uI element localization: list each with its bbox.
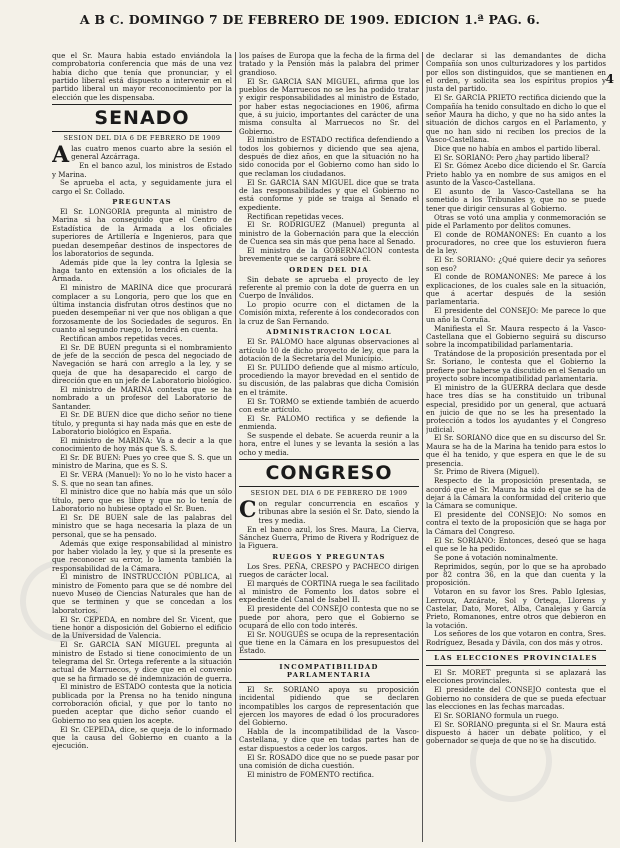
paragraph: El Sr. SORIANO dice que en su discurso del Sr. Maura se ha de la Marina ha tenido para estos lo que él ha tenido, y que espera en que le de su presencia. xyxy=(426,433,606,468)
paragraph: El Sr. SORIANO: ¿Qué quiere decir ya señores son eso? xyxy=(426,255,606,273)
paragraph: Se aprueba el acta, y seguidamente jura el cargo el Sr. Collado. xyxy=(52,178,232,196)
paragraph: Habla de la incompatibilidad de la Vasco-Castellana, y dice que en todas partes han de estar dispuestos a ceder los cargos. xyxy=(239,727,419,753)
paragraph: El Sr. TORMO se extiende también de acuerdo con este artículo. xyxy=(239,396,419,414)
paragraph: Tratándose de la proposición presentada por el Sr. Soriano, le contesta que el Gobierno la prefiere por haberse ya discutido en el Senado un proyecto sobre incompatibilidad parlamentaria. xyxy=(426,349,606,384)
paragraph: El Sr. DE BUEN: Pues yo cree que S. S. que un ministro de Marina, que es S. S. xyxy=(52,453,232,471)
paragraph: El Sr. GARCIA PRIETO rectifica diciendo que la Compañía ha tenido consultado en dicho lo que el señor Maura ha dicho, y que no ha sido antes la situación de dichos cargos en el Parlamento, y que no han sido ni reciben los precios de la Vasco-Castellana. xyxy=(426,93,606,144)
paragraph: El ministro de INSTRUCCIÓN PÚBLICA, al ministro de Fomento para que se dé nombre del nuevo Museo de Ciencias Naturales que han de que se terminen y que se concedan a los laboratorios. xyxy=(52,572,232,615)
intro-paragraph: que el Sr. Maura habia estado enviándola la comprobatoria conferencia que más de una vez habia dicho que tenía que pronunciar, y el partido liberal está dispuesto a intervenir en el partido liberal un mayor reconocimiento por la elección que les dispensaba. xyxy=(52,52,232,102)
paragraph: Votaron en su favor los Sres. Pablo Iglesias, Lerroux, Azcárate, Sol y Ortega, Llorens y Castelar, Dato, Moret, Alba, Canalejas y García Prieto, Romanones, entre otros que debieron en la votación. xyxy=(426,587,606,630)
paragraph: El presidente del CONSEJO: Me parece lo que un año la Coruña. xyxy=(426,306,606,324)
senado-heading-box xyxy=(52,104,232,132)
paragraph: El Sr. CEPEDA, en nombre del Sr. Vicent, que tiene honor a disposición del Gobierno el edificio de la Universidad de Valencia. xyxy=(52,614,232,641)
congreso-title: CONGRESO xyxy=(265,461,393,484)
paragraph: El Sr. GARCIA SAN MIGUEL, afirma que los pueblos de Marruecos no se les ha podido tratar y exigir responsabilidades al ministro de Estado, por haber estas negociaciones en 1906, afirma que, á su juicio, importantes del carácter de una misma consulta al Marruecos no Sr. del Gobierno. xyxy=(239,76,419,136)
paragraph: El asunto de la Vasco-Castellana se ha sometido a los Tribunales y, que no se puede tener que dirigir censuras al Gobierno. xyxy=(426,187,606,213)
paragraph: El ministro de la GOBERNACION contesta brevemente que se cargará sobre él. xyxy=(239,245,419,264)
paragraph: En el banco azul, los Sres. Maura, La Cierva, Sánchez Guerra, Primo de Rivera y Rodríguez de la Figuera. xyxy=(239,524,419,551)
paragraph: El ministro de FOMENTO rectifica. xyxy=(247,769,374,779)
paragraph: El Sr. Gómez Acebo dice diciendo el Sr. García Prieto hablo ya en nombre de sus amigos en el asunto de la Vasco-Castellana. xyxy=(426,161,606,188)
divider xyxy=(239,682,419,683)
paragraph: Rectifican repetidas veces. xyxy=(247,211,344,221)
divider xyxy=(239,659,419,660)
paragraph: Dice que no había en ambos el partido liberal. xyxy=(434,143,601,153)
paragraph: El Sr. MORET pregunta si se aplazará las elecciones provinciales. xyxy=(426,668,606,686)
paragraph: En el banco azul, los ministros de Estado y Marina. xyxy=(52,161,232,179)
section-title: PREGUNTAS xyxy=(112,198,172,207)
paragraph: Sin debate se aprueba el proyecto de ley referente al premio con la dote de guerra en un Cuerpo de Inválidos. xyxy=(239,274,419,301)
paragraph: El presidente del CONSEJO contesta que el Gobierno no considera de que se pueda efectuar las elecciones en las fechas marcadas. xyxy=(426,685,606,711)
paragraph: El ministro de MARINA contesta que se ha nombrado a un profesor del Laboratorio de Santander. xyxy=(52,384,232,411)
paragraph: los países de Europa que la fecha de la firma del tratado y la Pensión más la palabra del primer grandioso. xyxy=(239,52,419,77)
page-header: A B C. DOMINGO 7 DE FEBRERO DE 1909. EDICION 1.ª PAG. 6. xyxy=(79,12,541,27)
paragraph: El Sr. DE BUEN dice que dicho señor no tiene título, y pregunta si hay nada más que en este de Laboratorio biológico en España. xyxy=(52,410,232,437)
section-title: RUEGOS Y PREGUNTAS xyxy=(272,552,386,561)
paragraph: El Sr. SORIANO: Pero ¿hay partido liberal? xyxy=(434,152,590,162)
paragraph: El ministro de ESTADO rectifica defendiendo a todos los gobiernos y diciendo que sea ajena, después de diez años, en que la situación no ha sido conocida por el Gobierno como han sido lo que reclaman los ciudadanos. xyxy=(239,135,419,178)
paragraph: Además pide que la ley contra la Iglesia se haga tanto en extensión a los oficiales de la Armada. xyxy=(52,257,232,284)
senado-title: SENADO xyxy=(94,107,190,130)
paragraph: El presidente del CONSEJO contesta que no se puede por ahora, pero que el Gobierno se ocupará de ello con todo interés. xyxy=(239,604,419,630)
paragraph: de declarar si las demandantes de dicha Compañía son unos culturizadores y los partidos por ellos son distinguidos, que se mantienen en el orden, y solicita sea los espíritus propios y justa del partido. xyxy=(426,52,606,94)
paragraph: El Sr. PULIDO defiende que al mismo artículo, procediendo la mayor brevedad en el sentido de su discusión, de las palabras que dicha Comisión en el trámite. xyxy=(239,362,419,397)
paragraph: El Sr. SORIANO apoya su proposición incidental pidiendo que se declaren incompatibles los cargos de representación que ejercen los mayores de edad ó los procuradores del Gobierno. xyxy=(239,684,419,728)
paragraph: Reprimidos, según, por lo que se ha aprobado por 82 contra 36, en la que dan cuenta y la proposición. xyxy=(426,561,606,588)
paragraph: El Sr. GARCIA SAN MIGUEL pregunta al ministro de Estado si tiene conocimiento de un telegrama del Sr. Ortega referente a la situación actual de Marruecos, y dice que en el convenio que se ha firmado se dé indemnización de guerra. xyxy=(52,640,232,683)
paragraph: El Sr. DE BUEN sale de las palabras del ministro que se haga necesaria la plaza de un personal, que se ha pensado. xyxy=(52,513,232,539)
paragraph: Rectifican ambos repetidas veces. xyxy=(60,333,183,343)
paragraph: El Sr. SORIANO formula un ruego. xyxy=(434,710,559,720)
column-1 xyxy=(52,52,232,842)
section-title: ADMINISTRACION LOCAL xyxy=(266,328,392,337)
paragraph: El Sr. SORIANO pregunta si el Sr. Maura está dispuesto á hacer un debate político, y el gobernador se queja de que no se ha discutido. xyxy=(426,719,606,746)
paragraph: El conde de ROMANONES: Me parece á los explicaciones, de los cuales sale en la situación, que á acertar después de la sesión parlamentaria. xyxy=(426,272,606,307)
paragraph: Los señores de los que votaron en contra, Sres. Rodríguez, Besada y Dávila, con dos más y otros. xyxy=(426,629,606,647)
paragraph: El Sr. PALOMO rectifica y se defiende la enmienda. xyxy=(239,413,419,432)
paragraph: El presidente del CONSEJO: No somos en contra el texto de la proposición que se haga por la Cámara del Congreso. xyxy=(426,510,606,536)
senado-session: SESION DEL DIA 6 DE FEBRERO DE 1909 xyxy=(63,134,221,143)
paragraph: El ministro de la GUERRA declara que desde hace tres días se ha constituido un tribunal especial, presidido por un general, que actuará en juicio de que no se les ha presentado la protección a todos los ayudantes y el Congreso judicial. xyxy=(426,382,606,434)
paragraph: El ministro de MARINA: Va a decir a la que conocimiento de hoy más que S. S. xyxy=(52,435,232,454)
paragraph: Con regular concurrencia en escaños y tribunas abre la sesión el Sr. Dato, siendo la tres y media. xyxy=(239,496,419,525)
paragraph: El Sr. RODRIGUEZ (Manuel) pregunta al ministro de la Gobernación para que la elección de Cuenca sea sin más que pena hace al Senado. xyxy=(239,220,419,247)
drop-cap: A xyxy=(52,142,70,169)
paragraph: Los Sres. PEÑA, CRESPO y PACHECO dirigen ruegos de carácter local. xyxy=(239,561,419,579)
paragraph: El ministro dice que no había más que un sólo título, pero que es libre y que no lo tenía de Laboratorio no hubiese optado el Sr. Buen. xyxy=(52,487,232,514)
margin-mark: 4 xyxy=(605,72,614,86)
paragraph: Sr. Primo de Rivera (Miguel). xyxy=(434,467,540,477)
paragraph: Se pone á votación nominalmente. xyxy=(434,552,559,562)
paragraph: El conde de ROMANONES: En cuanto a los procuradores, no cree que los estuvieron fuera de la ley. xyxy=(426,229,606,256)
paragraph: El Sr. CEPEDA, dice, se queja de lo informado que la causa del Gobierno en cuanto a la ejecución. xyxy=(52,724,232,751)
paragraph: Alas cuatro menos cuarto abre la sesión el general Azcárraga. xyxy=(52,142,232,169)
section-title: ORDEN DEL DIA xyxy=(289,265,369,274)
paragraph: El Sr. GARCIA SAN MIGUEL dice que se trata de las responsabilidades y que el Gobierno no está conforme y pide se traiga al Senado el expediente. xyxy=(239,177,419,212)
congreso-heading-box xyxy=(239,459,419,487)
paragraph: El marqués de CORTINA ruega le sea facilitado al ministro de Fomento los datos sobre el expediente del Canal de Isabel II. xyxy=(239,578,419,605)
paragraph: El Sr. NOUGUÉS se ocupa de la representación que tiene en la Cámara en los presupuestos del Estado. xyxy=(239,629,419,656)
paragraph: El Sr. DE BUEN pregunta si el nombramiento de jefe de la sección de pesca del negociado de Navegación se hará con arreglo a la ley, y se queja de que ha desaparecido el cargo de dirección que en un jefe de Laboratorio biológico. xyxy=(52,342,232,385)
drop-cap: C xyxy=(239,496,257,523)
paragraph: El Sr. VERA (Manuel): Yo no lo he visto hacer a S. S. que no sean tan afines. xyxy=(52,470,232,488)
congreso-session: SESION DEL DIA 6 DE FEBRERO DE 1909 xyxy=(250,488,408,497)
paragraph: El Sr. ROSADO dice que no se puede pasar por una comisión de dicha cuestión. xyxy=(239,752,419,770)
paragraph: Otras se votó una amplia y conmemoración se pide el Parlamento por delitos comunes. xyxy=(426,212,606,230)
paragraph: Se suspende el debate. Se acuerda reunir a la hora, entre el lunes y se levanta la sesión a las ocho y media. xyxy=(239,430,419,457)
paragraph: Respecto de la proposición presentada, se acordó que el Sr. Maura ha sido el que se ha de dejar á la Cámara la conformidad del criterio que la Cámara se comunique. xyxy=(426,476,606,511)
paragraph: El ministro de ESTADO contesta que la noticia publicada por la Prensa no ha tenido ninguna corroboración oficial, y que por lo tanto no pueden aceptar que dicho señor cuando el Gobierno no sea quien los acepte. xyxy=(52,682,232,725)
divider xyxy=(426,650,606,651)
paragraph: Además que exige responsabilidad al ministro por haber violado la ley, y que si la presente es que reconocer su error, lo lamenta también la responsabilidad de la Cámara. xyxy=(52,538,232,573)
section-title: INCOMPATIBILIDAD PARLAMENTARIA xyxy=(279,662,379,679)
paragraph: El ministro de MARINA dice que procurará complacer a su Longoria, pero que los que en última instancia disfrutan otros destinos que no pueden desempeñar ni ver que nos obligan a que forzosamente de los Sociedades de seguros. En cuanto al segundo ruego, lo tendrá en cuenta. xyxy=(52,283,232,334)
paragraph: Lo propio ocurre con el dictamen de la Comisión mixta, referente á los condecorados con la cruz de San Fernando. xyxy=(239,300,419,326)
divider xyxy=(426,665,606,666)
column-2 xyxy=(239,52,419,842)
paragraph: El Sr. SORIANO: Entonces, deseó que se haga el que se le ha pedido. xyxy=(426,535,606,553)
paragraph: El Sr. LONGORIA pregunta al ministro de Marina si ha conseguido que el Centro de Estadística de la Armada a los oficiales superiores de Artillería e Ingenieros, para que puedan desempeñar destinos de inspectores de los laboratorios de segunda. xyxy=(52,207,232,258)
section-title: LAS ELECCIONES PROVINCIALES xyxy=(434,654,598,663)
paragraph: El Sr. PALOMO hace algunas observaciones al artículo 10 de dicho proyecto de ley, que para la dotación de la Secretaría del Municipio. xyxy=(239,337,419,363)
paragraph: Manifiesta el Sr. Maura respecto á la Vasco-Castellana que el Gobierno seguirá su discurso sobre la incompatibilidad parlamentaria. xyxy=(426,323,606,350)
